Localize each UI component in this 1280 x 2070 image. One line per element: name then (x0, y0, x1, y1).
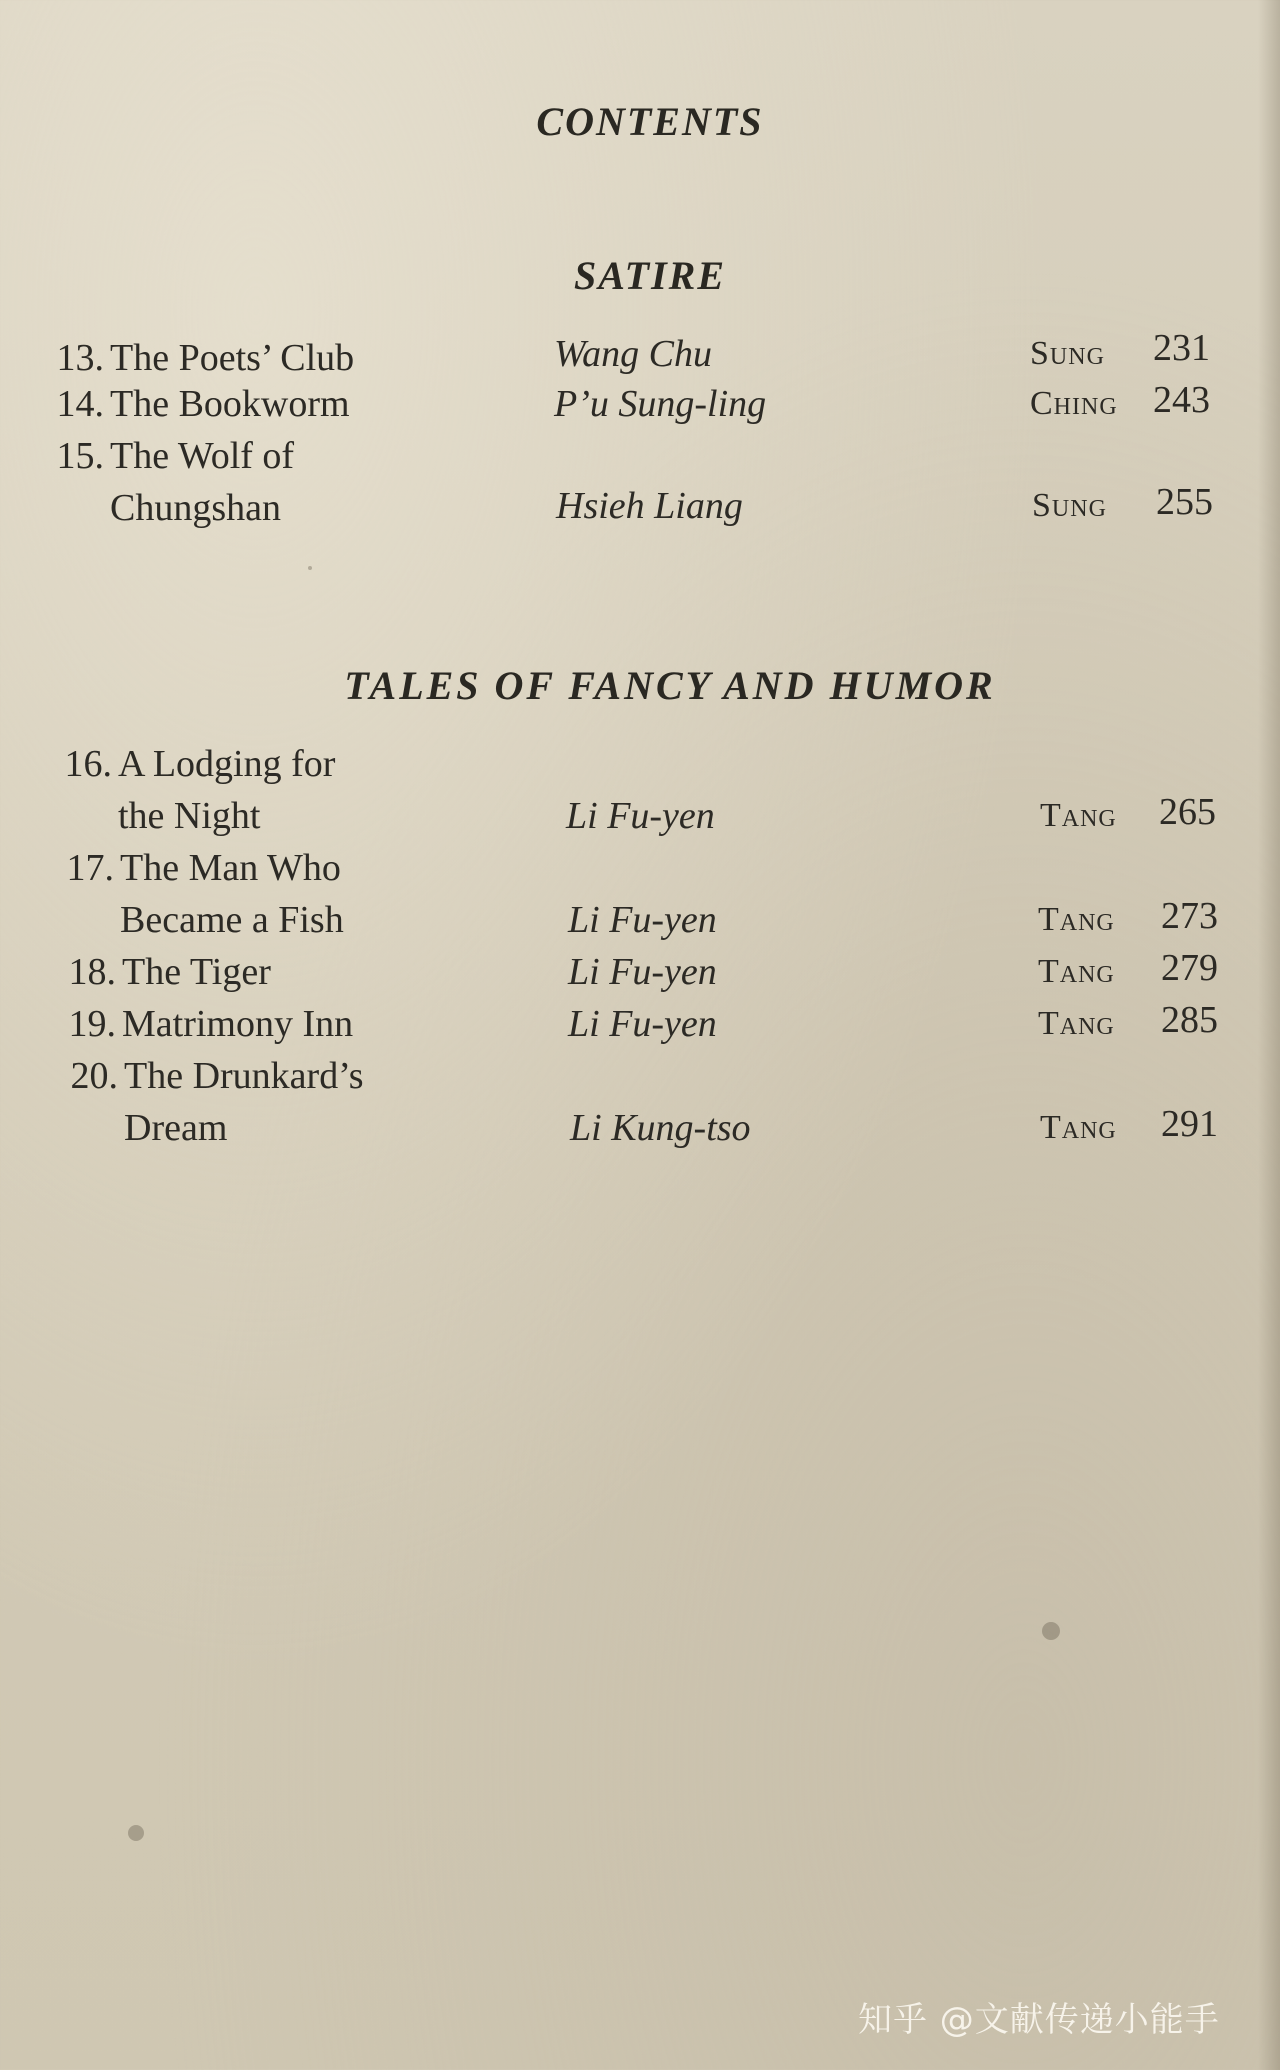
paper-stain (128, 1825, 144, 1841)
entry-title: Matrimony Inn (122, 1003, 354, 1045)
entry-dynasty: Ching (1030, 385, 1118, 422)
entry-title-line-1: A Lodging for (118, 743, 336, 785)
paper-stain (1042, 1622, 1060, 1640)
entry-number: 15. (56, 435, 104, 477)
entry-number: 13. (56, 337, 104, 379)
entry-dynasty: Sung (1032, 487, 1107, 524)
entry-number: 19. (68, 1003, 116, 1045)
page-title: CONTENTS (536, 99, 764, 144)
entry-page-number: 231 (1153, 327, 1210, 369)
paper-stain (308, 566, 312, 570)
entry-author: Li Fu-yen (568, 951, 717, 993)
entry-page-number: 285 (1161, 999, 1218, 1041)
entry-page-number: 265 (1159, 791, 1216, 833)
entry-title-line-2: Became a Fish (120, 899, 344, 941)
entry-author: Li Fu-yen (568, 899, 717, 941)
entry-title-line-2: Dream (124, 1107, 228, 1149)
entry-page-number: 273 (1161, 895, 1218, 937)
site-watermark: 知乎 @文献传递小能手 (858, 2000, 1220, 2040)
entry-number: 17. (66, 847, 114, 889)
entry-page-number: 255 (1156, 481, 1213, 523)
page-edge-shadow (1258, 0, 1280, 2070)
entry-dynasty: Tang (1038, 1005, 1115, 1042)
entry-dynasty: Tang (1040, 1109, 1117, 1146)
entry-title-line-2: Chungshan (110, 487, 281, 529)
entry-title-line-1: The Man Who (120, 847, 341, 889)
entry-page-number: 279 (1161, 947, 1218, 989)
entry-number: 18. (68, 951, 116, 993)
entry-author: Wang Chu (554, 333, 713, 375)
entry-dynasty: Tang (1038, 901, 1115, 938)
entry-title: The Poets’ Club (110, 337, 355, 379)
entry-title: The Bookworm (110, 383, 350, 425)
entry-title-line-1: The Drunkard’s (124, 1055, 364, 1097)
entry-title-line-2: the Night (118, 795, 261, 837)
entry-page-number: 291 (1161, 1103, 1218, 1145)
entry-author: Li Fu-yen (566, 795, 715, 837)
entry-author: P’u Sung-ling (554, 383, 767, 425)
entry-dynasty: Tang (1038, 953, 1115, 990)
entry-title-line-1: The Wolf of (110, 435, 295, 477)
section-heading-satire: SATIRE (573, 253, 727, 298)
entry-dynasty: Tang (1040, 797, 1117, 834)
entry-number: 16. (64, 743, 112, 785)
entry-number: 14. (56, 383, 104, 425)
entry-page-number: 243 (1153, 379, 1210, 421)
entry-number: 20. (70, 1055, 118, 1097)
entry-author: Li Kung-tso (570, 1107, 751, 1149)
entry-title: The Tiger (122, 951, 271, 993)
entry-author: Hsieh Liang (556, 485, 743, 527)
section-heading-tales: TALES OF FANCY AND HUMOR (344, 663, 996, 708)
entry-author: Li Fu-yen (568, 1003, 717, 1045)
entry-dynasty: Sung (1030, 335, 1105, 372)
